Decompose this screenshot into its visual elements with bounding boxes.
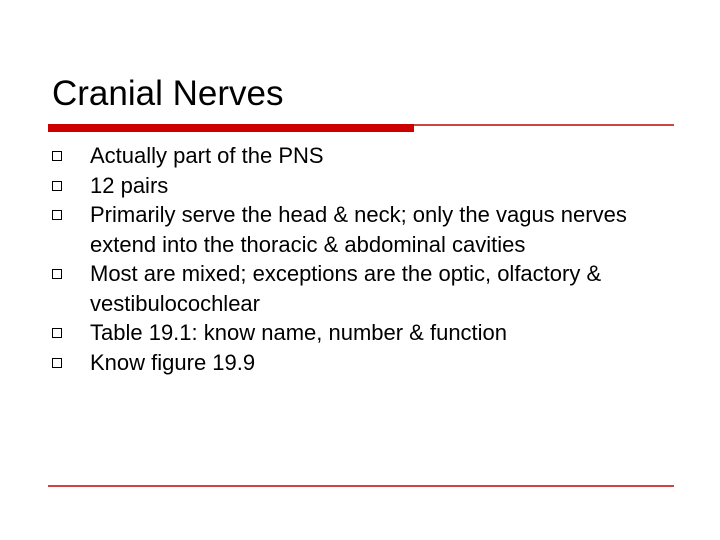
hollow-square-icon (52, 358, 62, 368)
bullet-item (52, 171, 682, 201)
bullet-item (52, 318, 682, 348)
bullet-text: Primarily serve the head & neck; only the vagus nerves extend into the thoracic & abdominal cavities (90, 202, 627, 257)
bullet-item (52, 200, 682, 259)
hollow-square-icon (52, 151, 62, 161)
title-accent-bar (48, 124, 414, 132)
bullet-list (52, 141, 682, 377)
bullet-item (52, 141, 682, 171)
bullet-text: Actually part of the PNS (90, 143, 324, 168)
hollow-square-icon (52, 210, 62, 220)
bullet-item (52, 348, 682, 378)
footer-divider-line (48, 485, 674, 487)
hollow-square-icon (52, 269, 62, 279)
bullet-text: Know figure 19.9 (90, 349, 256, 375)
bullet-text: Table 19.1: know name, number & function (90, 320, 508, 345)
title-divider-line (414, 124, 674, 126)
hollow-square-icon (52, 328, 62, 338)
bullet-item (52, 259, 682, 318)
hollow-square-icon (52, 181, 62, 191)
slide-title: Cranial Nerves (52, 74, 284, 113)
bullet-text: 12 pairs (90, 172, 169, 198)
bullet-text: Most are mixed; exceptions are the optic, olfactory & vestibulocochlear (90, 261, 602, 316)
